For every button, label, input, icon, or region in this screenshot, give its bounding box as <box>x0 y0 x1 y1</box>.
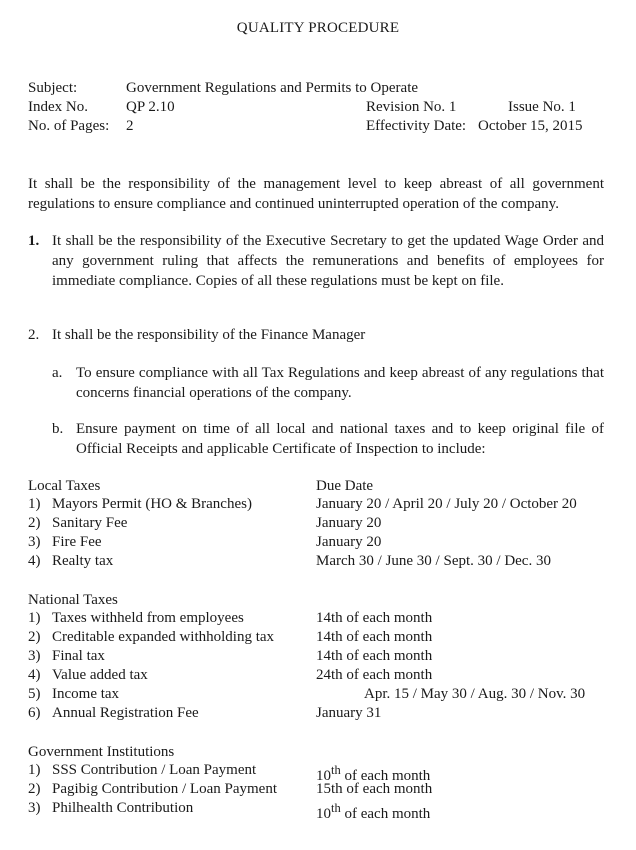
row-number: 3) <box>28 800 41 816</box>
row-due: 24th of each month <box>316 667 433 683</box>
row-name: Value added tax <box>52 667 148 683</box>
due-day: 10 <box>316 806 331 822</box>
row-due: March 30 / June 30 / Sept. 30 / Dec. 30 <box>316 553 551 569</box>
row-due: 15th of each month <box>316 781 433 797</box>
revision-number: Revision No. 1 <box>366 99 457 115</box>
row-due: January 20 <box>316 515 382 531</box>
row-name: Pagibig Contribution / Loan Payment <box>52 781 277 797</box>
item-2b-letter: b. <box>52 421 64 437</box>
row-name: Final tax <box>52 648 105 664</box>
item-1-text: It shall be the responsibility of the Executive Secretary to get the updated Wage Order and any government ruling that affects the remunerations and benefits of employees for immediate compliance. Copies of all these regulations must be kept on file. <box>52 233 604 289</box>
index-value: QP 2.10 <box>126 99 175 115</box>
row-due <box>316 799 430 824</box>
row-number: 1) <box>28 496 41 512</box>
pages-label: No. of Pages: <box>28 118 110 134</box>
pages-value: 2 <box>126 118 134 134</box>
row-number: 3) <box>28 534 41 550</box>
row-name: SSS Contribution / Loan Payment <box>52 762 257 778</box>
row-due: 14th of each month <box>316 629 433 645</box>
row-number: 2) <box>28 781 41 797</box>
row-due: January 31 <box>316 705 382 721</box>
due-suffix: th <box>331 763 341 777</box>
due-day: 10 <box>316 768 331 784</box>
item-2a-text: To ensure compliance with all Tax Regulations and keep abreast of any regulations that concerns financial operations of the company. <box>76 365 604 401</box>
row-name: Philhealth Contribution <box>52 800 194 816</box>
subject-value: Government Regulations and Permits to Operate <box>126 80 419 96</box>
row-due: January 20 <box>316 534 382 550</box>
row-number: 1) <box>28 762 41 778</box>
row-name: Sanitary Fee <box>52 515 128 531</box>
gov-institutions-heading: Government Institutions <box>28 744 175 760</box>
effectivity-label: Effectivity Date: <box>366 118 467 134</box>
due-date-heading: Due Date <box>316 478 374 494</box>
row-number: 4) <box>28 553 41 569</box>
national-taxes-heading: National Taxes <box>28 592 118 608</box>
row-due: 14th of each month <box>316 648 433 664</box>
row-number: 1) <box>28 610 41 626</box>
item-1-number: 1. <box>28 233 40 249</box>
due-rest: of each month <box>340 806 431 822</box>
local-taxes-heading: Local Taxes <box>28 478 101 494</box>
index-label: Index No. <box>28 99 88 115</box>
row-number: 2) <box>28 515 41 531</box>
row-number: 2) <box>28 629 41 645</box>
due-suffix: th <box>331 801 341 815</box>
row-number: 4) <box>28 667 41 683</box>
row-name: Realty tax <box>52 553 114 569</box>
row-name: Annual Registration Fee <box>52 705 199 721</box>
item-2-text: It shall be the responsibility of the Finance Manager <box>52 327 366 343</box>
intro-paragraph: It shall be the responsibility of the management level to keep abreast of all government regulations to ensure compliance and continued uninterrupted operation of the company. <box>28 176 604 212</box>
row-due: 14th of each month <box>316 610 433 626</box>
item-2a-letter: a. <box>52 365 63 381</box>
effectivity-value: October 15, 2015 <box>478 118 583 134</box>
item-2-number: 2. <box>28 327 40 343</box>
row-name: Taxes withheld from employees <box>52 610 244 626</box>
row-number: 5) <box>28 686 41 702</box>
issue-number: Issue No. 1 <box>508 99 576 115</box>
row-name: Fire Fee <box>52 534 102 550</box>
row-number: 6) <box>28 705 41 721</box>
document-title: QUALITY PROCEDURE <box>236 20 400 36</box>
row-due: Apr. 15 / May 30 / Aug. 30 / Nov. 30 <box>364 686 586 702</box>
subject-label: Subject: <box>28 80 78 96</box>
due-rest: of each month <box>340 768 431 784</box>
row-number: 3) <box>28 648 41 664</box>
row-name: Mayors Permit (HO & Branches) <box>52 496 252 512</box>
row-name: Creditable expanded withholding tax <box>52 629 275 645</box>
row-name: Income tax <box>52 686 120 702</box>
row-due: January 20 / April 20 / July 20 / October 20 <box>316 496 577 512</box>
item-2b-text: Ensure payment on time of all local and national taxes and to keep original file of Official Receipts and applicable Certificate of Inspection to include: <box>76 421 604 457</box>
